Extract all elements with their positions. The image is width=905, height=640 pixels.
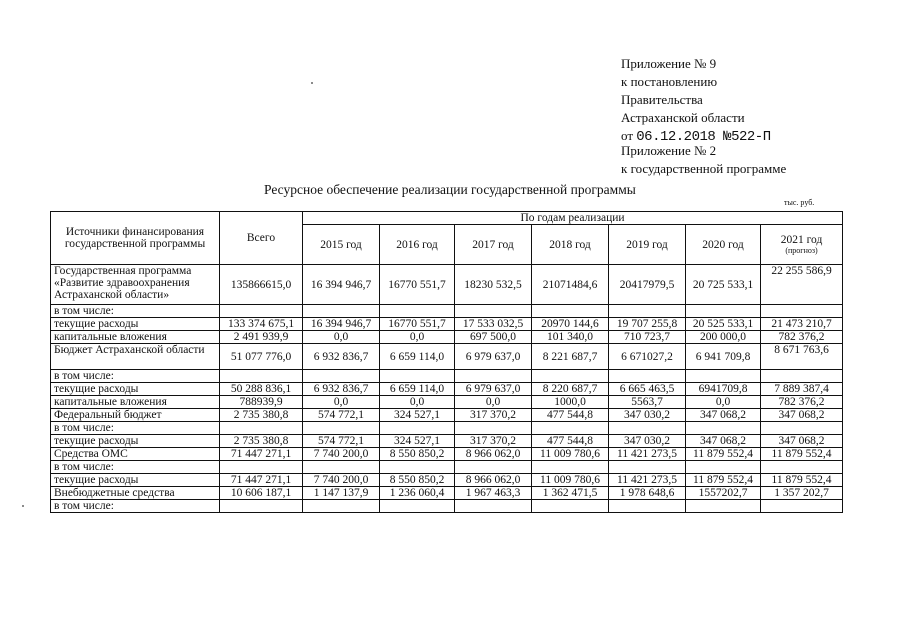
cell-year-value: 710 723,7: [609, 331, 686, 344]
cell-year-value: 11 879 552,4: [761, 474, 843, 487]
cell-year-value: 0,0: [380, 331, 455, 344]
cell-year-value: [455, 370, 532, 383]
cell-year-value: 6 665 463,5: [609, 383, 686, 396]
cell-year-value: 8 550 850,2: [380, 448, 455, 461]
cell-year-value: 6 659 114,0: [380, 383, 455, 396]
table-row: [51, 344, 843, 370]
cell-year-value: 477 544,8: [532, 435, 609, 448]
header-year: 2018 год: [532, 225, 609, 265]
cell-total: 133 374 675,1: [220, 318, 303, 331]
cell-year-value: 11 009 780,6: [532, 474, 609, 487]
cell-year-value: [686, 500, 761, 513]
row-label: в том числе:: [51, 422, 220, 435]
cell-year-value: 8 966 062,0: [455, 448, 532, 461]
table-row: [51, 409, 843, 422]
cell-year-value: 20 525 533,1: [686, 318, 761, 331]
table-row: [51, 318, 843, 331]
cell-year-value: 574 772,1: [303, 435, 380, 448]
table-row: [51, 383, 843, 396]
appendix-line: Астраханской области: [621, 110, 745, 125]
cell-year-value: 8 550 850,2: [380, 474, 455, 487]
row-label: в том числе:: [51, 305, 220, 318]
cell-total: 135866615,0: [220, 265, 303, 305]
appendix-line: Приложение № 9: [621, 56, 717, 71]
cell-total: [220, 461, 303, 474]
cell-year-value: 1 967 463,3: [455, 487, 532, 500]
cell-year-value: 347 068,2: [686, 435, 761, 448]
cell-total: 51 077 776,0: [220, 344, 303, 370]
cell-year-value: [686, 305, 761, 318]
cell-year-value: [532, 370, 609, 383]
row-label: текущие расходы: [51, 435, 220, 448]
cell-year-value: 22 255 586,9: [761, 265, 843, 305]
cell-year-value: 6 671027,2: [609, 344, 686, 370]
row-label: в том числе:: [51, 500, 220, 513]
cell-year-value: 8 221 687,7: [532, 344, 609, 370]
cell-year-value: 317 370,2: [455, 435, 532, 448]
appendix-line: к постановлению: [621, 74, 718, 89]
cell-year-value: 477 544,8: [532, 409, 609, 422]
cell-year-value: 6 659 114,0: [380, 344, 455, 370]
cell-year-value: 200 000,0: [686, 331, 761, 344]
document-title: Ресурсное обеспечение реализации государственной программы: [264, 182, 636, 197]
cell-year-value: 6 941 709,8: [686, 344, 761, 370]
decree-number: 06.12.2018 №522-П: [636, 129, 771, 145]
header-year: 2021 год: [780, 234, 823, 246]
cell-year-value: 6 979 637,0: [455, 344, 532, 370]
row-label: Государственная программа «Развитие здравоохранения Астраханской области»: [51, 265, 220, 305]
cell-year-value: 782 376,2: [761, 331, 843, 344]
cell-year-value: [455, 461, 532, 474]
cell-total: 2 735 380,8: [220, 435, 303, 448]
cell-year-value: 6 932 836,7: [303, 344, 380, 370]
cell-year-value: 347 068,2: [686, 409, 761, 422]
cell-year-value: 1000,0: [532, 396, 609, 409]
cell-year-value: 16 394 946,7: [303, 318, 380, 331]
row-label: в том числе:: [51, 370, 220, 383]
table-row: [51, 265, 843, 305]
header-year-forecast: [761, 225, 843, 265]
cell-year-value: 11 009 780,6: [532, 448, 609, 461]
cell-year-value: 324 527,1: [380, 409, 455, 422]
cell-year-value: [380, 370, 455, 383]
cell-year-value: 347 068,2: [761, 409, 843, 422]
cell-total: 788939,9: [220, 396, 303, 409]
table-row: [51, 500, 843, 513]
table-row: [51, 487, 843, 500]
row-label: Бюджет Астраханской области: [51, 344, 220, 370]
cell-year-value: [761, 305, 843, 318]
header-years-group: По годам реализации: [303, 212, 843, 225]
cell-year-value: 11 879 552,4: [686, 448, 761, 461]
table-row: [51, 331, 843, 344]
cell-total: 2 735 380,8: [220, 409, 303, 422]
row-label: текущие расходы: [51, 383, 220, 396]
cell-year-value: [761, 370, 843, 383]
row-label: в том числе:: [51, 461, 220, 474]
resource-table: [50, 211, 843, 513]
cell-year-value: 17 533 032,5: [455, 318, 532, 331]
cell-year-value: 1557202,7: [686, 487, 761, 500]
cell-year-value: 101 340,0: [532, 331, 609, 344]
cell-year-value: [761, 500, 843, 513]
header-source: Источники финансирования государственной программы: [51, 212, 220, 265]
cell-year-value: [609, 370, 686, 383]
cell-year-value: 6 979 637,0: [455, 383, 532, 396]
cell-year-value: 1 978 648,6: [609, 487, 686, 500]
cell-year-value: 317 370,2: [455, 409, 532, 422]
cell-year-value: [686, 370, 761, 383]
header-year: 2015 год: [303, 225, 380, 265]
cell-year-value: 20417979,5: [609, 265, 686, 305]
cell-total: [220, 500, 303, 513]
cell-year-value: [303, 461, 380, 474]
cell-year-value: [380, 422, 455, 435]
cell-year-value: 11 879 552,4: [686, 474, 761, 487]
table-row: [51, 474, 843, 487]
appendix-line: к государственной программе: [621, 161, 787, 176]
row-label: капитальные вложения: [51, 396, 220, 409]
header-year: 2016 год: [380, 225, 455, 265]
cell-year-value: 20970 144,6: [532, 318, 609, 331]
cell-year-value: [455, 305, 532, 318]
cell-year-value: 574 772,1: [303, 409, 380, 422]
cell-year-value: 16770 551,7: [380, 265, 455, 305]
cell-total: [220, 422, 303, 435]
cell-year-value: [303, 500, 380, 513]
cell-year-value: [532, 422, 609, 435]
cell-total: 71 447 271,1: [220, 448, 303, 461]
cell-year-value: 1 147 137,9: [303, 487, 380, 500]
cell-year-value: 21 473 210,7: [761, 318, 843, 331]
cell-year-value: 11 879 552,4: [761, 448, 843, 461]
cell-year-value: [455, 500, 532, 513]
cell-year-value: 20 725 533,1: [686, 265, 761, 305]
cell-year-value: 11 421 273,5: [609, 448, 686, 461]
cell-year-value: [532, 461, 609, 474]
cell-year-value: [380, 500, 455, 513]
cell-year-value: 347 030,2: [609, 409, 686, 422]
table-row: [51, 461, 843, 474]
cell-total: 2 491 939,9: [220, 331, 303, 344]
cell-year-value: 8 220 687,7: [532, 383, 609, 396]
cell-year-value: 782 376,2: [761, 396, 843, 409]
cell-year-value: [609, 305, 686, 318]
cell-year-value: 8 966 062,0: [455, 474, 532, 487]
cell-year-value: 11 421 273,5: [609, 474, 686, 487]
cell-year-value: 7 740 200,0: [303, 448, 380, 461]
units-label: тыс. руб.: [784, 198, 815, 207]
cell-year-value: 19 707 255,8: [609, 318, 686, 331]
cell-year-value: [303, 422, 380, 435]
decree-prefix: от: [621, 128, 634, 143]
table-row: [51, 370, 843, 383]
cell-year-value: [609, 422, 686, 435]
forecast-note: (прогноз): [785, 246, 818, 255]
header-year: 2019 год: [609, 225, 686, 265]
cell-year-value: 6941709,8: [686, 383, 761, 396]
cell-year-value: 18230 532,5: [455, 265, 532, 305]
cell-year-value: 5563,7: [609, 396, 686, 409]
table-body: [51, 265, 843, 513]
cell-year-value: 7 740 200,0: [303, 474, 380, 487]
appendix-line: Правительства: [621, 92, 703, 107]
cell-year-value: 324 527,1: [380, 435, 455, 448]
cell-year-value: [532, 500, 609, 513]
header-year: 2020 год: [686, 225, 761, 265]
cell-total: 71 447 271,1: [220, 474, 303, 487]
cell-year-value: 0,0: [380, 396, 455, 409]
cell-year-value: 21071484,6: [532, 265, 609, 305]
table-row: [51, 305, 843, 318]
cell-year-value: 1 236 060,4: [380, 487, 455, 500]
cell-total: 10 606 187,1: [220, 487, 303, 500]
cell-year-value: 0,0: [455, 396, 532, 409]
cell-year-value: [761, 422, 843, 435]
cell-year-value: [380, 461, 455, 474]
row-label: Внебюджетные средства: [51, 487, 220, 500]
row-label: Федеральный бюджет: [51, 409, 220, 422]
table-row: [51, 422, 843, 435]
cell-year-value: 16770 551,7: [380, 318, 455, 331]
cell-year-value: [532, 305, 609, 318]
cell-year-value: 0,0: [686, 396, 761, 409]
cell-year-value: [303, 370, 380, 383]
appendix-block: [621, 55, 786, 178]
header-total: Всего: [220, 212, 303, 265]
cell-year-value: [380, 305, 455, 318]
cell-year-value: 0,0: [303, 331, 380, 344]
cell-year-value: [609, 500, 686, 513]
cell-year-value: [609, 461, 686, 474]
cell-year-value: 7 889 387,4: [761, 383, 843, 396]
cell-total: 50 288 836,1: [220, 383, 303, 396]
scan-speck: [22, 505, 24, 507]
cell-year-value: 0,0: [303, 396, 380, 409]
cell-year-value: 347 030,2: [609, 435, 686, 448]
table-row: [51, 396, 843, 409]
cell-year-value: 16 394 946,7: [303, 265, 380, 305]
cell-total: [220, 370, 303, 383]
cell-year-value: [686, 461, 761, 474]
row-label: текущие расходы: [51, 318, 220, 331]
row-label: Средства ОМС: [51, 448, 220, 461]
row-label: капитальные вложения: [51, 331, 220, 344]
table-row: [51, 448, 843, 461]
cell-year-value: [455, 422, 532, 435]
cell-year-value: [761, 461, 843, 474]
appendix-line: Приложение № 2: [621, 143, 717, 158]
cell-year-value: 347 068,2: [761, 435, 843, 448]
cell-year-value: [686, 422, 761, 435]
cell-total: [220, 305, 303, 318]
cell-year-value: [303, 305, 380, 318]
header-year: 2017 год: [455, 225, 532, 265]
cell-year-value: 8 671 763,6: [761, 344, 843, 370]
scan-speck: [311, 82, 313, 84]
table-row: [51, 435, 843, 448]
cell-year-value: 697 500,0: [455, 331, 532, 344]
row-label: текущие расходы: [51, 474, 220, 487]
cell-year-value: 6 932 836,7: [303, 383, 380, 396]
cell-year-value: 1 357 202,7: [761, 487, 843, 500]
cell-year-value: 1 362 471,5: [532, 487, 609, 500]
